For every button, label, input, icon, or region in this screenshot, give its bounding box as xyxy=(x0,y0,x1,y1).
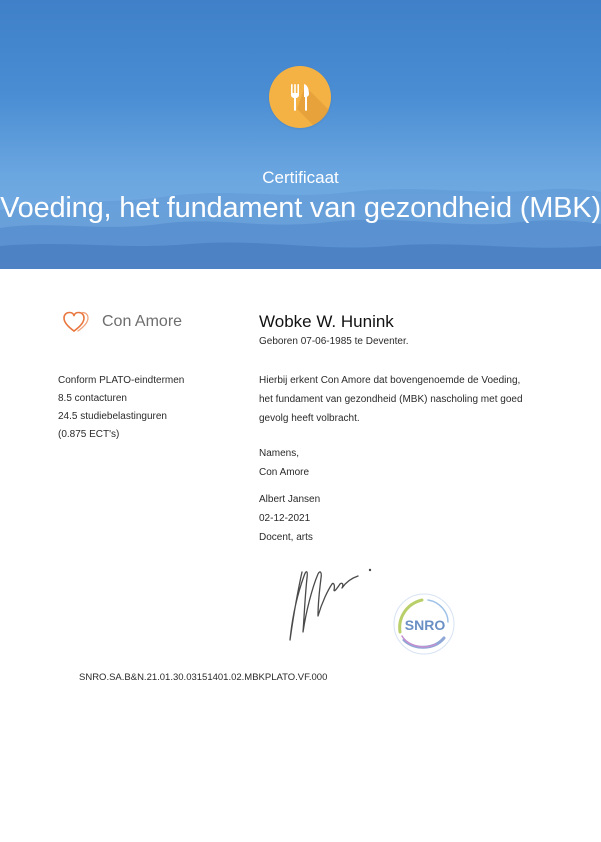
mountain-landscape xyxy=(0,0,601,269)
certificate-label: Certificaat xyxy=(262,168,339,187)
course-title: Voeding, het fundament van gezondheid (MBK) xyxy=(0,192,601,224)
ects-value: (0.875 ECT's) xyxy=(58,429,120,440)
snro-seal xyxy=(388,588,460,660)
contact-hours: 8.5 contacturen xyxy=(58,393,127,404)
birth-line: Geboren 07-06-1985 te Deventer. xyxy=(259,336,409,347)
handwritten-signature xyxy=(284,560,376,650)
statement-line: het fundament van gezondheid (MBK) nascholing met goed xyxy=(259,394,523,405)
signature-date: 02-12-2021 xyxy=(259,513,311,524)
header-banner xyxy=(0,0,601,269)
fork-knife-icon xyxy=(269,66,331,128)
certificate-code: SNRO.SA.B&N.21.01.30.03151401.02.MBKPLATO.VF.000 xyxy=(79,672,328,683)
study-hours: 24.5 studiebelastinguren xyxy=(58,411,167,422)
statement xyxy=(259,371,559,428)
statement-line: gevolg heeft volbracht. xyxy=(259,413,360,424)
organization-name: Con Amore xyxy=(102,313,183,330)
accreditation-info xyxy=(58,372,184,444)
namens-label: Namens, xyxy=(259,448,300,459)
signer-role: Docent, arts xyxy=(259,532,313,543)
signer-block xyxy=(259,490,320,547)
badge xyxy=(269,66,331,128)
statement-line: Hierbij erkent Con Amore dat bovengenoemde de Voeding, xyxy=(259,375,521,386)
namens-org: Con Amore xyxy=(259,467,310,478)
signer-name: Albert Jansen xyxy=(259,494,321,505)
recipient-name: Wobke W. Hunink xyxy=(259,312,394,331)
double-heart-icon xyxy=(62,310,96,334)
plato-line: Conform PLATO-eindtermen xyxy=(58,375,185,386)
svg-text:SNRO: SNRO xyxy=(404,617,446,633)
on-behalf xyxy=(259,444,309,482)
organization-logo xyxy=(62,309,182,335)
